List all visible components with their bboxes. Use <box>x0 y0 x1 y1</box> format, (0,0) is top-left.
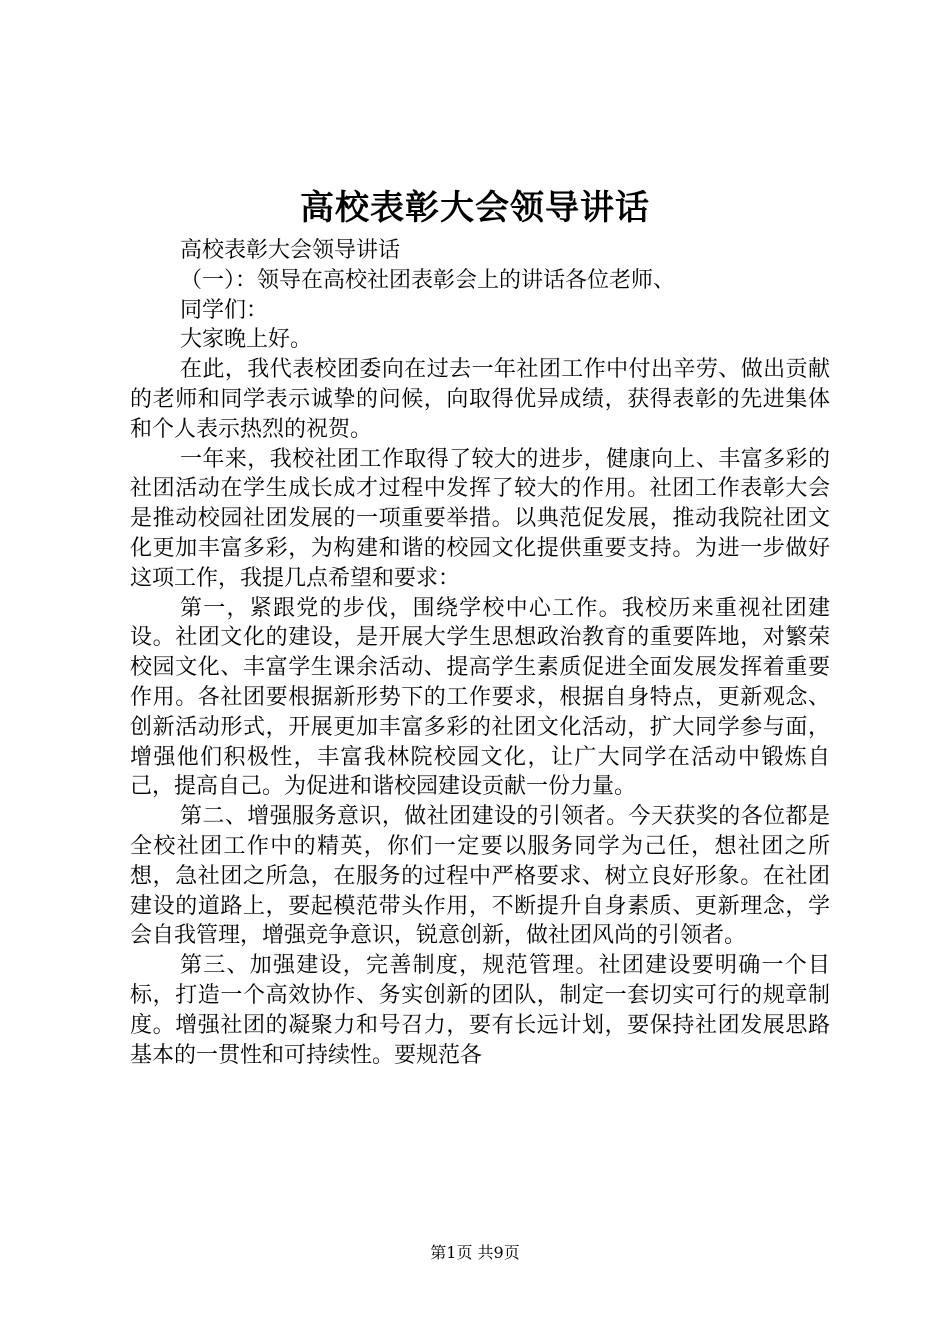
body-paragraph: 高校表彰大会领导讲话 <box>180 238 401 263</box>
body-paragraph: 第二、增强服务意识，做社团建设的引领者。今天获奖的各位都是全校社团工作中的精英，你们一定要以服务同学为己任，想社团之所想，急社团之所急，在服务的过程中严格要求、树立良好形象。在社团建设的道路上，要起模范带头作用，不断提升自身素质、更新理念，学会自我管理，增强竞争意识，锐意创新，做社团风尚的引领者。 <box>130 804 830 949</box>
page-number-footer: 第1页 共9页 <box>430 1243 520 1262</box>
body-paragraph: 第三、加强建设，完善制度，规范管理。社团建设要明确一个目标，打造一个高效协作、务实创新的团队，制定一套切实可行的规章制度。增强社团的凝聚力和号召力，要有长远计划，要保持社团发展思路基本的一贯性和可持续性。要规范各 <box>130 953 830 1068</box>
body-paragraph: （一）：领导在高校社团表彰会上的讲话各位老师、 <box>180 267 676 293</box>
body-paragraph: 第一，紧跟党的步伐，围绕学校中心工作。我校历来重视社团建设。社团文化的建设，是开展大学生思想政治教育的重要阵地，对繁荣校园文化、丰富学生课余活动、提高学生素质促进全面发展发挥着重要作用。各社团要根据新形势下的工作要求，根据自身特点，更新观念、创新活动形式，开展更加丰富多彩的社团文化活动，扩大同学参与面，增强他们积极性，丰富我林院校园文化，让广大同学在活动中锻炼自己，提高自己。为促进和谐校园建设贡献一份力量。 <box>130 595 830 800</box>
body-paragraph: 同学们： <box>180 297 269 323</box>
document-title: 高校表彰大会领导讲话 <box>300 188 650 228</box>
body-paragraph: 大家晚上好。 <box>180 327 313 353</box>
document-body <box>130 236 830 1070</box>
body-paragraph: 在此，我代表校团委向在过去一年社团工作中付出辛劳、做出贡献的老师和同学表示诚挚的问候，向取得优异成绩，获得表彰的先进集体和个人表示热烈的祝贺。 <box>130 357 830 442</box>
body-paragraph: 一年来，我校社团工作取得了较大的进步，健康向上、丰富多彩的社团活动在学生成长成才过程中发挥了较大的作用。社团工作表彰大会是推动校园社团发展的一项重要举措。以典范促发展，推动我院社团文化更加丰富多彩，为构建和谐的校园文化提供重要支持。为进一步做好这项工作，我提几点希望和要求： <box>130 446 830 591</box>
